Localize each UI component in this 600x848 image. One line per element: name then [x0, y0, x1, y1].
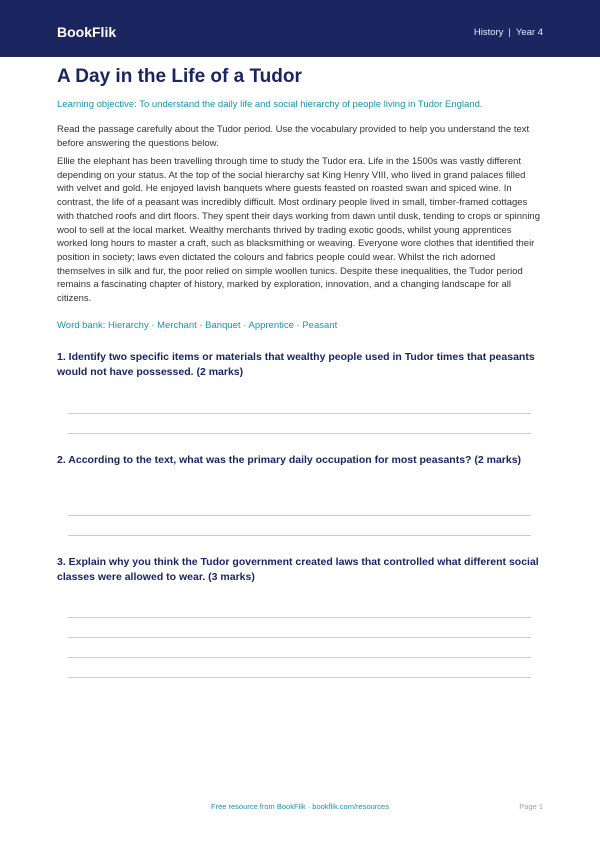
answer-line[interactable]: [68, 515, 531, 516]
question-3: 3. Explain why you think the Tudor government created laws that controlled what different social classes were allowed to wear. (3 marks): [57, 556, 539, 583]
answer-line[interactable]: [68, 413, 531, 414]
reading-passage: Ellie the elephant has been travelling through time to study the Tudor era. Life in the 1500s was vastly different depending on your status. At the top of the social hierarchy sat King Henry VIII, who lived in grand palaces filled with velvet and gold. He enjoyed lavish banquets where guests feasted on roasted swan and spiced wine. In contrast, the life of a peasant was incredibly difficult. Most ordinary people lived in small, timber-framed cottages with thatched roofs and dirt floors. They spent their days working from dawn until dusk, tending to crops or spinning wool to sell at the local market. Wealthy merchants thrived by trading exotic goods, whilst young apprentices worked long hours to master a craft, such as blacksmithing or weaving. Everyone wore clothes that identified their position in society; laws even dictated the colours and fabrics people could wear. Whilst the rich adorned themselves in silk and fur, the poor relied on simple woollen tunics. Despite these inequalities, the Tudor period remains a fascinating chapter of history, marked by exploration, innovation, and a changing landscape for all citizens.: [57, 156, 540, 305]
page-number: Page 1: [519, 802, 543, 811]
header-bar: [0, 0, 600, 57]
answer-line[interactable]: [68, 637, 531, 638]
answer-line[interactable]: [68, 677, 531, 678]
answer-line[interactable]: [68, 535, 531, 536]
subject-label: History: [473, 27, 504, 38]
answer-line[interactable]: [68, 433, 531, 434]
question-2: 2. According to the text, what was the primary daily occupation for most peasants? (2 marks): [57, 454, 522, 466]
header-separator: |: [508, 27, 511, 38]
footer-credit: Free resource from BookFlik · bookflik.com/resources: [211, 802, 389, 811]
question-1: 1. Identify two specific items or materials that wealthy people used in Tudor times that peasants would not have possessed. (2 marks): [57, 351, 535, 378]
brand-logo-text: BookFlik: [57, 24, 117, 40]
word-bank: Word bank: Hierarchy · Merchant · Banquet · Apprentice · Peasant: [57, 320, 338, 331]
answer-line[interactable]: [68, 617, 531, 618]
instructions-text: Read the passage carefully about the Tudor period. Use the vocabulary provided to help you understand the text before answering the questions below.: [57, 124, 530, 149]
year-label: Year 4: [515, 27, 543, 38]
page-title: A Day in the Life of a Tudor: [57, 66, 302, 87]
header-meta: [474, 26, 543, 40]
learning-objective: Learning objective: To understand the daily life and social hierarchy of people living in Tudor England.: [57, 99, 483, 110]
answer-line[interactable]: [68, 657, 531, 658]
